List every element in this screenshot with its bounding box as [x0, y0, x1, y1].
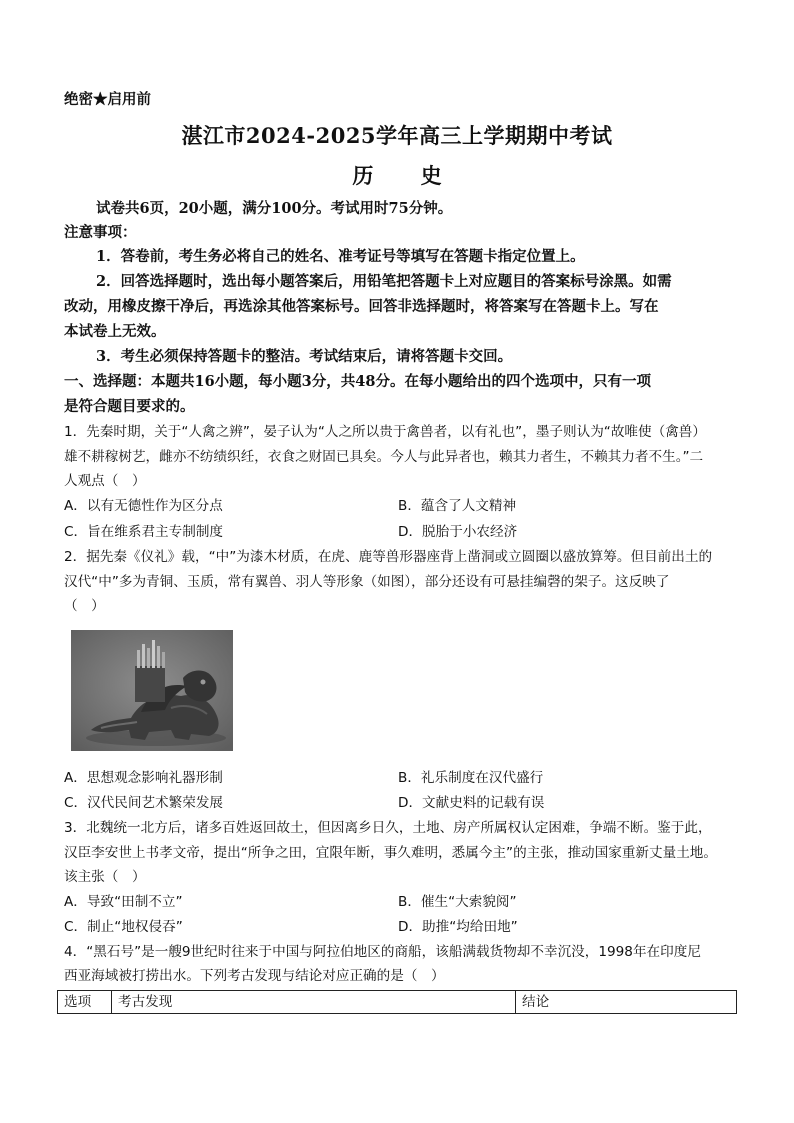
- q4-table: [57, 990, 737, 1014]
- q4-stem-line-2: 西亚海域被打捞出水。下列考古发现与结论对应正确的是（ ）: [64, 968, 445, 984]
- subject-title: 历 史: [352, 163, 462, 188]
- q4-table-header-conclusion: 结论: [522, 994, 550, 1010]
- q3-stem-line-3: 该主张（ ）: [64, 869, 146, 885]
- exam-title: 湛江市2024-2025学年高三上学期期中考试: [181, 123, 613, 148]
- q2-option-b: B．礼乐制度在汉代盛行: [398, 770, 544, 786]
- q4-table-header-finding: 考古发现: [112, 991, 516, 1013]
- q1-option-c: C．旨在维系君主专制制度: [64, 524, 224, 540]
- q2-option-d: D．文献史料的记载有误: [398, 795, 545, 811]
- section-1-heading-line-1: 一、选择题：本题共16小题，每小题3分，共48分。在每小题给出的四个选项中，只有一项: [64, 373, 651, 390]
- exam-intro: 试卷共6页，20小题，满分100分。考试用时75分钟。: [96, 200, 453, 217]
- q3-stem-line-1: 3．北魏统一北方后，诸多百姓返回故土，但因离乡日久，土地、房产所属权认定困难，争端不断。鉴于此，: [64, 820, 712, 836]
- q3-option-d: D．助推“均给田地”: [398, 919, 518, 935]
- q1-stem-line-1: 1．先秦时期，关于“人禽之辨”，晏子认为“人之所以贵于禽兽者，以有礼也”，墨子则认为“故唯使（禽兽）: [64, 424, 706, 440]
- notice-item-2-line-1: 2．回答选择题时，选出每小题答案后，用铅笔把答题卡上对应题目的答案标号涂黑。如需: [96, 273, 672, 290]
- q1-stem-line-3: 人观点（ ）: [64, 473, 146, 489]
- q1-option-a: A．以有无德性作为区分点: [64, 498, 223, 514]
- q1-option-d: D．脱胎于小农经济: [398, 524, 518, 540]
- q2-stem-line-2: 汉代“中”多为青铜、玉质，常有翼兽、羽人等形象（如图），部分还设有可悬挂编磬的架子。这反映了: [64, 574, 670, 590]
- bronze-artifact-photo: [71, 630, 233, 751]
- section-1-heading-line-2: 是符合题目要求的。: [64, 398, 195, 415]
- notice-item-3: 3．考生必须保持答题卡的整洁。考试结束后，请将答题卡交回。: [96, 348, 513, 365]
- q3-option-a: A．导致“田制不立”: [64, 894, 183, 910]
- q2-option-c: C．汉代民间艺术繁荣发展: [64, 795, 224, 811]
- q3-option-c: C．制止“地权侵吞”: [64, 919, 183, 935]
- secret-tag: 绝密★启用前: [64, 91, 151, 108]
- q1-stem-line-2: 雄不耕稼树艺，雌亦不纺绩织纴，衣食之财固已具矣。今人与此异者也，赖其力者生，不赖其力者不生。”二: [64, 449, 704, 465]
- q4-table-header-option: 选项: [58, 991, 112, 1013]
- q2-stem-line-1: 2．据先秦《仪礼》载，“中”为漆木材质，在虎、鹿等兽形器座背上凿洞或立圆圈以盛放算筹。但目前出土的: [64, 549, 713, 565]
- q3-stem-line-2: 汉臣李安世上书孝文帝，提出“所争之田，宜限年断，事久难明，悉属今主”的主张，推动国家重新丈量土地。: [64, 845, 717, 861]
- notice-item-2-line-3: 本试卷上无效。: [64, 323, 166, 340]
- q3-option-b: B．催生“大索貌阅”: [398, 894, 517, 910]
- q2-option-a: A．思想观念影响礼器形制: [64, 770, 223, 786]
- notice-label: 注意事项：: [64, 224, 137, 241]
- notice-item-2-line-2: 改动，用橡皮擦干净后，再选涂其他答案标号。回答非选择题时，将答案写在答题卡上。写在: [64, 298, 659, 315]
- q4-stem-line-1: 4．“黑石号”是一艘9世纪时往来于中国与阿拉伯地区的商船，该船满载货物却不幸沉没，1998年在印度尼: [64, 944, 701, 960]
- q2-stem-line-3: （ ）: [64, 598, 105, 614]
- notice-item-1: 1．答卷前，考生务必将自己的姓名、准考证号等填写在答题卡指定位置上。: [96, 248, 585, 265]
- q1-option-b: B．蕴含了人文精神: [398, 498, 517, 514]
